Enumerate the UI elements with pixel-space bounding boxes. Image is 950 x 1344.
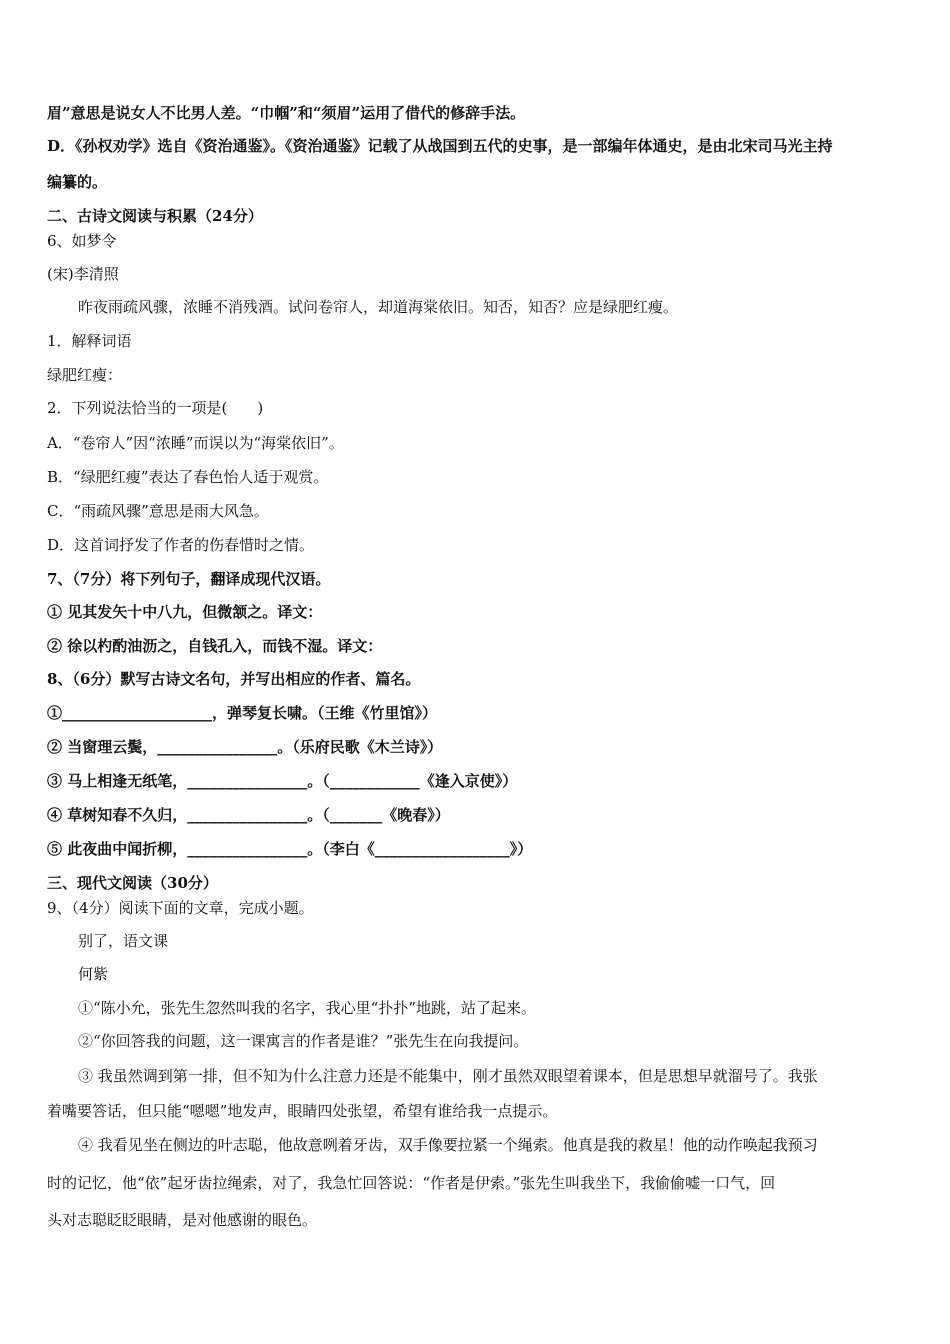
sub-question: 2．下列说法恰当的一项是( ): [47, 399, 264, 417]
translation-item: ② 徐以杓酌油沥之，自钱孔入，而钱不湿。译文：: [47, 637, 383, 655]
option-d-continuation: 编纂的。: [47, 173, 108, 191]
translation-item: ① 见其发矢十中八九，但微颔之。译文：: [47, 603, 323, 621]
paragraph: ③ 我虽然调到第一排，但不知为什么注意力还是不能集中，刚才虽然双眼望着课本，但是思想早就溜号了。我张: [78, 1067, 818, 1085]
paragraph-continuation: 着嘴要答话，但只能“嗯嗯”地发声，眼睛四处张望，希望有谁给我一点提示。: [47, 1102, 558, 1120]
option-b: B．“绿肥红瘦”表达了春色怡人适于观赏。: [47, 468, 329, 486]
poem-text: 昨夜雨疏风骤，浓睡不消残酒。试问卷帘人，却道海棠依旧。知否，知否？应是绿肥红瘦。: [78, 298, 679, 316]
option-c: C．“雨疏风骤”意思是雨大风急。: [47, 502, 269, 520]
fill-blank-item: ② 当窗理云鬓，________________。（乐府民歌《木兰诗》）: [47, 738, 443, 756]
text-line: 眉”意思是说女人不比男人差。“巾帼”和“须眉”运用了借代的修辞手法。: [47, 104, 526, 122]
article-title: 别了，语文课: [78, 932, 169, 950]
option-d: D．这首词抒发了作者的伤春惜时之情。: [47, 536, 315, 554]
article-author: 何紫: [78, 965, 109, 983]
poem-author: (宋)李清照: [47, 265, 119, 283]
paragraph: ④ 我看见坐在侧边的叶志聪，他故意咧着牙齿，双手像要拉紧一个绳索。他真是我的救星！他的动作唤起我预习: [78, 1136, 818, 1154]
option-d-line: D．《孙权劝学》选自《资治通鉴》。《资治通鉴》记载了从战国到五代的史事，是一部编年体通史，是由北宋司马光主持: [47, 137, 833, 155]
question-title: 6、如梦令: [47, 232, 117, 250]
paragraph-continuation: 时的记忆，他“依”起牙齿拉绳索，对了，我急忙回答说：“作者是伊索。”张先生叫我坐下，我偷偷嘘一口气，回: [47, 1174, 776, 1192]
paragraph: ①“陈小允，张先生忽然叫我的名字，我心里“扑扑”地跳，站了起来。: [78, 999, 537, 1017]
question-title: 8、（6分）默写古诗文名句，并写出相应的作者、篇名。: [47, 670, 421, 688]
question-title: 7、（7分）将下列句子，翻译成现代汉语。: [47, 570, 331, 588]
sub-question: 1．解释词语: [47, 332, 132, 350]
fill-blank-item: ③ 马上相逢无纸笔，________________。（____________《逢入京使》）: [47, 772, 518, 790]
fill-blank-item: ④ 草树知春不久归，________________。（_______《晚春》）: [47, 806, 450, 824]
question-title: 9、（4分）阅读下面的文章，完成小题。: [47, 899, 314, 917]
section-heading: 二、古诗文阅读与积累（24分）: [47, 207, 263, 225]
paragraph-continuation: 头对志聪眨眨眼睛，是对他感谢的眼色。: [47, 1211, 318, 1229]
section-heading: 三、现代文阅读（30分）: [47, 874, 218, 892]
fill-blank-item: ①____________________，弹琴复长啸。（王维《竹里馆》）: [47, 704, 438, 722]
fill-blank-item: ⑤ 此夜曲中闻折柳，________________。（李白《__________________》）: [47, 840, 533, 858]
term-label: 绿肥红瘦：: [47, 366, 123, 384]
option-a: A．“卷帘人”因“浓睡”而误以为“海棠依旧”。: [47, 434, 344, 452]
paragraph: ②“你回答我的问题，这一课寓言的作者是谁？”张先生在向我提问。: [78, 1032, 529, 1050]
